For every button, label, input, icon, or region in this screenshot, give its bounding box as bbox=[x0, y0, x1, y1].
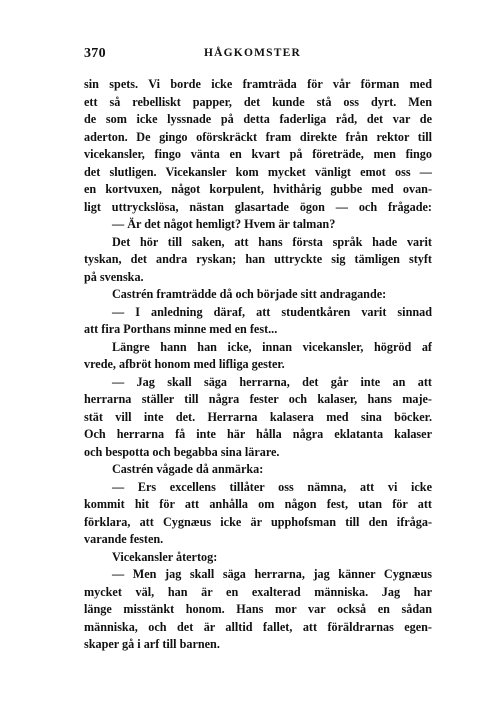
text-line: att fira Porthans minne med en fest... bbox=[84, 322, 278, 336]
text-line: mycket väl, han är en exalterad människa. Jag har bbox=[84, 584, 432, 599]
text-line: och bespotta och begabba sina lärare. bbox=[84, 444, 280, 459]
text-line: ligt uttryckslösa, nästan glasartade ögon — och frågade: bbox=[84, 199, 432, 214]
text-line: Och herrarna få inte här hålla några eklatanta kalaser bbox=[84, 427, 432, 441]
text-line: vicekansler, fingo vänta en kvart på företräde, men fingo bbox=[84, 147, 432, 161]
text-line: herrarna ställer till några fester och kalaser, hans maje- bbox=[84, 392, 432, 406]
text-line: Längre hann han icke, innan vicekansler, högröd af bbox=[112, 339, 432, 354]
text-line: vrede, afbröt honom med lifliga gester. bbox=[84, 357, 285, 371]
text-line: tyskan, det andra ryskan; han uttryckte sig tämligen styft bbox=[84, 252, 432, 266]
running-head: HÅGKOMSTER bbox=[204, 47, 301, 59]
text-line: — Är det något hemligt? Hvem är talman? bbox=[112, 217, 336, 231]
text-line: aderton. De gingo oförskräckt fram direkte från rektor till bbox=[84, 129, 432, 144]
text-line: kommit hit för att anhålla om någon fest, utan för att bbox=[84, 497, 432, 511]
body-text bbox=[84, 76, 432, 654]
text-line: — Ers excellens tillåter oss nämna, att vi icke bbox=[112, 479, 432, 494]
text-line: stät vill inte det. Herrarna kalasera med sina böcker. bbox=[84, 409, 432, 424]
text-line: — Men jag skall säga herrarna, jag känner Cygnæus bbox=[112, 567, 432, 581]
text-line: på svenska. bbox=[84, 269, 144, 284]
page-header bbox=[84, 46, 432, 62]
text-line: en kortvuxen, något korpulent, hvithårig gubbe med ovan- bbox=[84, 182, 432, 196]
text-line: Castrén vågade då anmärka: bbox=[112, 462, 264, 476]
text-line: det slutligen. Vicekansler kom mycket vänligt emot oss — bbox=[84, 164, 432, 179]
text-line: skaper gå i arf till barnen. bbox=[84, 637, 220, 651]
text-line: — Jag skall säga herrarna, det går inte an att bbox=[112, 374, 432, 389]
text-line: ett så rebelliskt papper, det kunde stå oss dyrt. Men bbox=[84, 94, 432, 109]
text-line: länge misstänkt honom. Hans mor var också en sådan bbox=[84, 602, 432, 616]
text-line: Castrén framträdde då och började sitt andragande: bbox=[112, 287, 387, 301]
text-line: Vicekansler återtog: bbox=[112, 549, 218, 564]
page-number: 370 bbox=[84, 46, 106, 61]
text-line: sin spets. Vi borde icke framträda för vår förman med bbox=[84, 77, 432, 91]
text-line: Det hör till saken, att hans första språk hade varit bbox=[112, 234, 432, 249]
text-line: de som icke lyssnade på detta faderliga råd, det var de bbox=[84, 112, 432, 126]
text-line: varande festen. bbox=[84, 532, 164, 546]
text-line: människa, och det är alltid fallet, att föräldrarnas egen- bbox=[84, 619, 432, 634]
text-line: — I anledning däraf, att studentkåren varit sinnad bbox=[112, 304, 432, 319]
text-line: förklara, att Cygnæus icke är upphofsman till den ifråga- bbox=[84, 514, 432, 529]
